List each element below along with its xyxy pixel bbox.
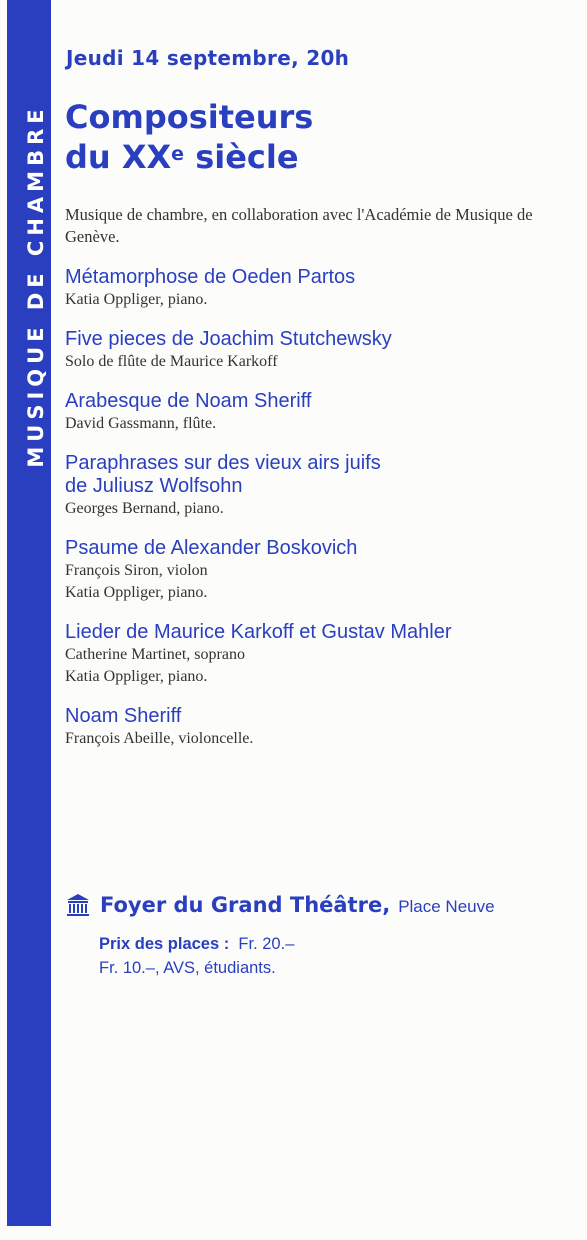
- venue-place: Place Neuve: [398, 897, 495, 916]
- performer: Georges Bernand, piano.: [65, 500, 224, 517]
- prices-line-1: [99, 932, 294, 956]
- piece-title-line: de Juliusz Wolfsohn: [65, 475, 243, 497]
- sidebar-band: [7, 0, 51, 1226]
- building-icon: [66, 893, 90, 917]
- piece-title: Arabesque de Noam Sheriff: [65, 390, 312, 412]
- piece-title-line: Paraphrases sur des vieux airs juifs: [65, 452, 381, 474]
- piece-title: Lieder de Maurice Karkoff et Gustav Mahler: [65, 621, 452, 643]
- performer: François Abeille, violoncelle.: [65, 730, 254, 747]
- program-item: [65, 328, 545, 373]
- title-line-1: Compositeurs: [65, 98, 314, 136]
- performer: Katia Oppliger, piano.: [65, 584, 208, 601]
- prices-block: [99, 932, 294, 980]
- sidebar-label: MUSIQUE DE CHAMBRE: [24, 104, 48, 468]
- venue-row: [66, 893, 566, 917]
- piece-title: Noam Sheriff: [65, 705, 182, 727]
- performer: François Siron, violon: [65, 562, 208, 579]
- program-item: [65, 705, 545, 750]
- piece-title: Psaume de Alexander Boskovich: [65, 537, 358, 559]
- performer: Solo de flûte de Maurice Karkoff: [65, 353, 278, 370]
- program-item: [65, 452, 545, 520]
- page-title: [65, 97, 313, 177]
- performer: Catherine Martinet, soprano: [65, 646, 245, 663]
- prices-label: Prix des places :: [99, 935, 230, 953]
- title-line-2-sup: e: [171, 143, 185, 165]
- program-item: [65, 266, 545, 311]
- title-line-2-suffix: siècle: [184, 138, 299, 176]
- intro-text: Musique de chambre, en collaboration avec l'Académie de Musique de Genève.: [65, 205, 533, 246]
- program-item: [65, 621, 545, 688]
- venue-name: Foyer du Grand Théâtre,: [100, 893, 391, 917]
- program-item: [65, 390, 545, 435]
- performer: Katia Oppliger, piano.: [65, 291, 208, 308]
- piece-title: Métamorphose de Oeden Partos: [65, 266, 356, 288]
- performer: David Gassmann, flûte.: [65, 415, 217, 432]
- piece-title: Five pieces de Joachim Stutchewsky: [65, 328, 392, 350]
- price-first: Fr. 20.–: [238, 935, 295, 953]
- program-list: [65, 266, 545, 767]
- program-item: [65, 537, 545, 604]
- price-second: Fr. 10.–, AVS, étudiants.: [99, 959, 276, 977]
- performer: Katia Oppliger, piano.: [65, 668, 208, 685]
- title-line-2: [65, 137, 313, 177]
- event-date: Jeudi 14 septembre, 20h: [66, 46, 350, 70]
- title-line-2-prefix: du XX: [65, 138, 172, 176]
